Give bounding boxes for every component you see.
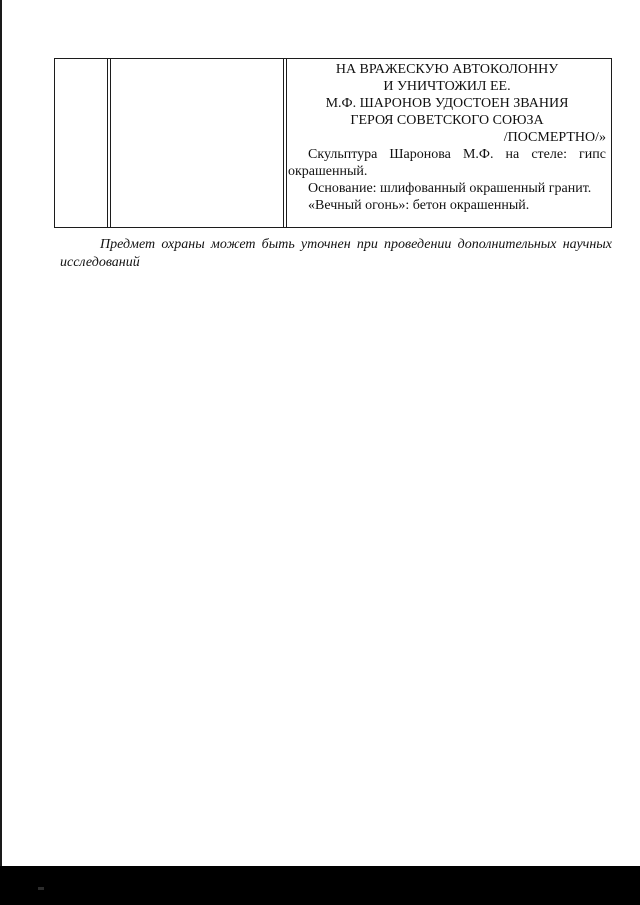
table-column-divider [286, 59, 287, 227]
inscription-line: М.Ф. ШАРОНОВ УДОСТОЕН ЗВАНИЯ [325, 96, 569, 111]
eternal-flame-description: «Вечный огонь»: бетон окрашенный. [308, 198, 530, 213]
base-description: Основание: шлифованный окрашенный гранит. [308, 181, 592, 196]
scan-left-edge [0, 0, 2, 905]
sculpture-description: Скульптура Шаронова М.Ф. на стеле: гипс окрашенный. [288, 147, 606, 179]
protection-subject-table [54, 58, 612, 228]
research-footnote: Предмет охраны может быть уточнен при проведении дополнительных научных исследований [60, 237, 612, 270]
posthumous-line: /ПОСМЕРТНО/» [503, 130, 606, 145]
inscription-line: И УНИЧТОЖИЛ ЕЕ. [383, 79, 511, 94]
table-column-divider [107, 59, 108, 227]
table-description-cell [288, 61, 606, 214]
inscription-line: НА ВРАЖЕСКУЮ АВТОКОЛОННУ [335, 62, 559, 77]
table-column-divider [110, 59, 111, 227]
scan-bottom-border [0, 866, 640, 905]
table-column-divider [283, 59, 284, 227]
scan-artifact [38, 887, 44, 890]
inscription-line: ГЕРОЯ СОВЕТСКОГО СОЮЗА [350, 113, 544, 128]
